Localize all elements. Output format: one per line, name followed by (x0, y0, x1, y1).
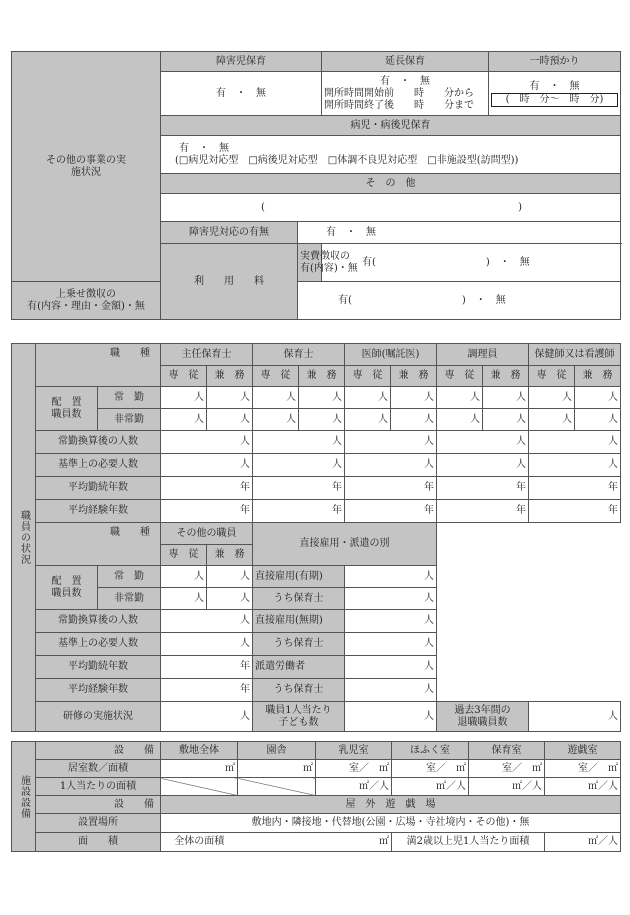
temporary-care-yn: 有 ・ 無 (529, 80, 580, 92)
count-cell[interactable]: 人 (529, 387, 575, 409)
blank-area (437, 523, 621, 702)
fte-cell[interactable]: 人 (529, 431, 621, 454)
role-header-2: 職 種 (36, 523, 161, 566)
employment-header: 直接雇用・派遣の別 (253, 523, 437, 566)
col-crawl-room: ほふく室 (392, 742, 469, 760)
col-infant-room: 乳児室 (316, 742, 392, 760)
outdoor-playground-header: 屋 外 遊 戯 場 (161, 796, 621, 814)
employment-of-which-nurse: うち保育士 (253, 633, 345, 656)
required-label: 基準上の必要人数 (36, 454, 161, 477)
required-cell[interactable]: 人 (161, 454, 253, 477)
fees-label: 利 用 料 (161, 244, 298, 320)
parttime-label: 非常勤 (98, 588, 161, 610)
senju-header: 専 従 (161, 545, 207, 566)
disabled-support-value[interactable]: 有 ・ 無 (298, 222, 621, 244)
experience-label: 平均経験年数 (36, 500, 161, 523)
fees-extra-label: 上乗せ徴収の 有(内容・理由・金額)・無 (12, 282, 161, 320)
role-other: その他の職員 (161, 523, 253, 545)
required-cell[interactable]: 人 (161, 633, 253, 656)
extended-care-header: 延長保育 (322, 52, 489, 72)
role-cook: 調理員 (437, 344, 529, 366)
kenmu-header: 兼 務 (207, 366, 253, 387)
area-per-child-cell[interactable]: ㎡／人 (545, 833, 621, 852)
count-cell[interactable]: 人 (483, 387, 529, 409)
tenure-label: 平均勤続年数 (36, 656, 161, 679)
fulltime-label: 常 勤 (98, 387, 161, 409)
role-health-nurse: 保健師又は看護師 (529, 344, 621, 366)
count-cell[interactable]: 人 (299, 387, 345, 409)
count-cell[interactable]: 人 (437, 387, 483, 409)
senju-header: 専 従 (253, 366, 299, 387)
experience-cell[interactable]: 年 (161, 679, 253, 702)
sick-care-value[interactable] (161, 136, 621, 174)
kenmu-header: 兼 務 (299, 366, 345, 387)
training-cell[interactable]: 人 (161, 702, 253, 732)
extended-care-end: 開所時間終了後 時 分まで (324, 99, 474, 111)
count-cell[interactable]: 人 (391, 409, 437, 431)
sick-care-yn: 有 ・ 無 (179, 142, 229, 154)
employment-cell[interactable]: 人 (345, 656, 437, 679)
placement-label: 配 置 職員数 (36, 387, 98, 431)
other-header: そ の 他 (161, 174, 621, 194)
senju-header: 専 従 (345, 366, 391, 387)
senju-header: 専 従 (529, 366, 575, 387)
count-cell[interactable]: 人 (437, 409, 483, 431)
fte-cell[interactable]: 人 (253, 431, 345, 454)
required-cell[interactable]: 人 (253, 454, 345, 477)
fte-label: 常勤換算後の人数 (36, 610, 161, 633)
count-cell[interactable]: 人 (575, 409, 621, 431)
count-cell[interactable]: 人 (483, 409, 529, 431)
col-play-room: 遊戯室 (545, 742, 621, 760)
area-cell[interactable]: ㎡ (238, 760, 316, 778)
tenure-cell[interactable]: 年 (253, 477, 345, 500)
count-cell[interactable]: 人 (161, 566, 207, 588)
area-cell[interactable]: ㎡ (161, 760, 238, 778)
kenmu-header: 兼 務 (207, 545, 253, 566)
experience-cell[interactable]: 年 (529, 500, 621, 523)
count-cell[interactable]: 人 (161, 387, 207, 409)
total-area-cell[interactable]: ㎡ (238, 833, 392, 852)
kenmu-header: 兼 務 (483, 366, 529, 387)
sick-care-header: 病児・病後児保育 (161, 116, 621, 136)
employment-cell[interactable]: 人 (345, 610, 437, 633)
count-cell[interactable]: 人 (345, 409, 391, 431)
col-building: 園舎 (238, 742, 316, 760)
staff-table (11, 343, 621, 732)
tenure-cell[interactable]: 年 (437, 477, 529, 500)
disabled-support-label: 障害児対応の有無 (161, 222, 298, 244)
employment-cell[interactable]: 人 (345, 679, 437, 702)
room-area-cell[interactable]: 室／ ㎡ (392, 760, 469, 778)
employment-direct-fixed: 直接雇用(有期) (253, 566, 345, 588)
role-chief-nurse: 主任保育士 (161, 344, 253, 366)
fees-actual-label: 実費徴収の 有(内容)・無 (298, 244, 322, 282)
training-label: 研修の実施状況 (36, 702, 161, 732)
per-child-label: 職員1人当たり 子ども数 (253, 702, 345, 732)
other-close-paren: ) (518, 201, 522, 213)
retired-label: 過去3年間の 退職職員数 (437, 702, 529, 732)
room-area-cell[interactable]: 室／ ㎡ (469, 760, 545, 778)
sick-care-types: (□病児対応型 □病後児対応型 □体調不良児対応型 □非施設型(訪問型)) (175, 154, 519, 166)
required-cell[interactable]: 人 (529, 454, 621, 477)
employment-cell[interactable]: 人 (345, 588, 437, 610)
count-cell[interactable]: 人 (253, 409, 299, 431)
col-site: 敷地全体 (161, 742, 238, 760)
tenure-cell[interactable]: 年 (161, 656, 253, 679)
area-label: 面 積 (36, 833, 161, 852)
fte-cell[interactable]: 人 (345, 431, 437, 454)
count-cell[interactable]: 人 (161, 409, 207, 431)
location-value[interactable]: 敷地内・隣接地・代替地(公園・広場・寺社境内・その他)・無 (161, 814, 621, 833)
per-person-cell[interactable]: ㎡／人 (316, 778, 392, 796)
extended-care-value[interactable] (322, 72, 489, 116)
other-services-table (11, 51, 621, 320)
required-cell[interactable]: 人 (437, 454, 529, 477)
tenure-cell[interactable]: 年 (345, 477, 437, 500)
fees-extra-value[interactable]: 有( ) ・ 無 (298, 282, 621, 320)
parttime-label: 非常勤 (98, 409, 161, 431)
other-value[interactable] (161, 194, 621, 222)
experience-cell[interactable]: 年 (161, 500, 253, 523)
role-header: 職 種 (36, 344, 161, 387)
senju-header: 専 従 (437, 366, 483, 387)
disabled-care-header: 障害児保育 (161, 52, 322, 72)
count-cell[interactable]: 人 (207, 566, 253, 588)
per-person-cell[interactable]: ㎡／人 (469, 778, 545, 796)
per-person-label: 1人当たりの面積 (36, 778, 161, 796)
location-label: 設置場所 (36, 814, 161, 833)
other-services-label: その他の事業の実施状況 (12, 52, 161, 282)
senju-header: 専 従 (161, 366, 207, 387)
count-cell[interactable]: 人 (207, 387, 253, 409)
temporary-care-time: ( 時 分～ 時 分) (491, 93, 618, 107)
extended-care-yn: 有 ・ 無 (380, 75, 430, 87)
experience-cell[interactable]: 年 (253, 500, 345, 523)
experience-cell[interactable]: 年 (345, 500, 437, 523)
employment-of-which-nurse: うち保育士 (253, 588, 345, 610)
na-cell (161, 778, 238, 796)
staff-section-label: 職員の状況 (12, 344, 36, 732)
role-doctor: 医師(嘱託医) (345, 344, 437, 366)
placement-label-2: 配 置 職員数 (36, 566, 98, 610)
area-per-child-label: 満2歳以上児1人当たり面積 (392, 833, 545, 852)
disabled-care-value[interactable]: 有 ・ 無 (161, 72, 322, 116)
room-area-cell[interactable]: 室／ ㎡ (316, 760, 392, 778)
tenure-cell[interactable]: 年 (161, 477, 253, 500)
employment-dispatch: 派遣労働者 (253, 656, 345, 679)
fees-actual-value[interactable]: 有( ) ・ 無 (322, 244, 621, 282)
fte-cell[interactable]: 人 (161, 610, 253, 633)
retired-cell[interactable]: 人 (529, 702, 621, 732)
facility-section-label: 施設設備 (12, 742, 36, 852)
room-area-cell[interactable]: 室／ ㎡ (545, 760, 621, 778)
fulltime-label: 常 勤 (98, 566, 161, 588)
col-care-room: 保育室 (469, 742, 545, 760)
kenmu-header: 兼 務 (575, 366, 621, 387)
temporary-care-value[interactable] (489, 72, 621, 116)
count-cell[interactable]: 人 (253, 387, 299, 409)
required-label: 基準上の必要人数 (36, 633, 161, 656)
kenmu-header: 兼 務 (391, 366, 437, 387)
room-area-label: 居室数／面積 (36, 760, 161, 778)
count-cell[interactable]: 人 (207, 588, 253, 610)
tenure-label: 平均勤続年数 (36, 477, 161, 500)
employment-direct-permanent: 直接雇用(無期) (253, 610, 345, 633)
count-cell[interactable]: 人 (299, 409, 345, 431)
per-child-cell[interactable]: 人 (345, 702, 437, 732)
facility-table (11, 741, 621, 852)
extended-care-start: 開所時間開始前 時 分から (324, 87, 474, 99)
fte-label: 常勤換算後の人数 (36, 431, 161, 454)
count-cell[interactable]: 人 (207, 409, 253, 431)
employment-of-which-nurse: うち保育士 (253, 679, 345, 702)
other-open-paren: ( (261, 201, 265, 213)
per-person-cell[interactable]: ㎡／人 (545, 778, 621, 796)
experience-label: 平均経験年数 (36, 679, 161, 702)
role-nurse: 保育士 (253, 344, 345, 366)
count-cell[interactable]: 人 (161, 588, 207, 610)
count-cell[interactable]: 人 (529, 409, 575, 431)
employment-cell[interactable]: 人 (345, 633, 437, 656)
fte-cell[interactable]: 人 (161, 431, 253, 454)
count-cell[interactable]: 人 (391, 387, 437, 409)
count-cell[interactable]: 人 (575, 387, 621, 409)
temporary-care-header: 一時預かり (489, 52, 621, 72)
per-person-cell[interactable]: ㎡／人 (392, 778, 469, 796)
total-area-label: 全体の面積 (161, 833, 238, 852)
fte-cell[interactable]: 人 (437, 431, 529, 454)
equipment-header: 設 備 (36, 796, 161, 814)
experience-cell[interactable]: 年 (437, 500, 529, 523)
count-cell[interactable]: 人 (345, 387, 391, 409)
tenure-cell[interactable]: 年 (529, 477, 621, 500)
equipment-header: 設 備 (36, 742, 161, 760)
employment-cell[interactable]: 人 (345, 566, 437, 588)
na-cell (238, 778, 316, 796)
required-cell[interactable]: 人 (345, 454, 437, 477)
